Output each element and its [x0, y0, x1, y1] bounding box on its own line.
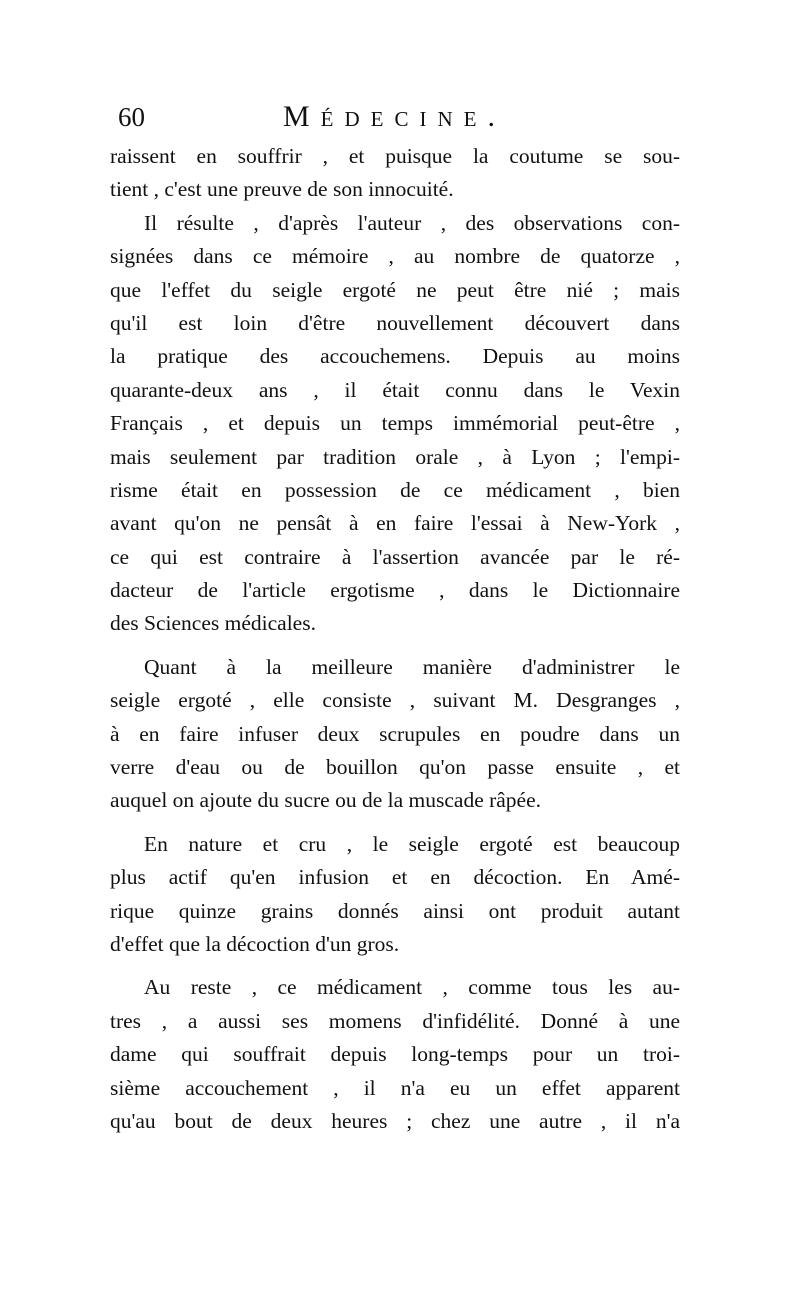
- text-line: Il résulte , d'après l'auteur , des observations con-: [144, 210, 680, 235]
- text-line: tient , c'est une preuve de son innocuité.: [110, 177, 454, 202]
- text-line: En nature et cru , le seigle ergoté est beaucoup: [144, 831, 680, 856]
- text-line: quarante-deux ans , il était connu dans le Vexin: [110, 377, 680, 402]
- text-line: à en faire infuser deux scrupules en poudre dans un: [110, 721, 680, 746]
- text-line: seigle ergoté , elle consiste , suivant M. Desgranges ,: [110, 688, 680, 713]
- paragraph-2: [110, 207, 680, 641]
- paragraph-gap: [110, 818, 680, 828]
- text-line: avant qu'on ne pensât à en faire l'essai à New-York ,: [110, 511, 680, 536]
- text-line: mais seulement par tradition orale , à Lyon ; l'empi-: [110, 444, 680, 469]
- text-line: ce qui est contraire à l'assertion avancée par le ré-: [110, 544, 680, 569]
- text-line: la pratique des accouchemens. Depuis au moins: [110, 344, 680, 369]
- text-line: plus actif qu'en infusion et en décoction. En Amé-: [110, 865, 680, 890]
- text-line: Quant à la meilleure manière d'administrer le: [144, 654, 680, 679]
- text-line: rique quinze grains donnés ainsi ont produit autant: [110, 898, 680, 923]
- text-line: signées dans ce mémoire , au nombre de quatorze ,: [110, 244, 680, 269]
- paragraph-4: [110, 828, 680, 962]
- text-line: qu'il est loin d'être nouvellement découvert dans: [110, 310, 680, 335]
- paragraph-3: [110, 651, 680, 818]
- text-line: raissent en souffrir , et puisque la coutume se sou-: [110, 144, 680, 168]
- text-line: risme était en possession de ce médicament , bien: [110, 477, 680, 502]
- text-line: dame qui souffrait depuis long-temps pour un troi-: [110, 1042, 680, 1067]
- paragraph-gap: [110, 641, 680, 651]
- page-number: 60: [118, 102, 145, 132]
- running-header: [118, 100, 678, 140]
- paragraph-1: [110, 140, 680, 207]
- text-line: que l'effet du seigle ergoté ne peut être nié ; mais: [110, 277, 680, 302]
- text-line: des Sciences médicales.: [110, 611, 316, 636]
- body-text: [110, 140, 680, 1138]
- paragraph-gap: [110, 961, 680, 971]
- text-line: verre d'eau ou de bouillon qu'on passe ensuite , et: [110, 755, 680, 780]
- text-line: qu'au bout de deux heures ; chez une autre , il n'a: [110, 1108, 680, 1133]
- paragraph-5: [110, 971, 680, 1138]
- text-line: d'effet que la décoction d'un gros.: [110, 931, 400, 956]
- text-line: tres , a aussi ses momens d'infidélité. Donné à une: [110, 1008, 680, 1033]
- text-line: Au reste , ce médicament , comme tous les au-: [144, 975, 680, 1000]
- text-line: dacteur de l'article ergotisme , dans le Dictionnaire: [110, 578, 680, 603]
- text-line: sième accouchement , il n'a eu un effet apparent: [110, 1075, 680, 1100]
- text-line: auquel on ajoute du sucre ou de la muscade râpée.: [110, 788, 542, 813]
- text-line: Français , et depuis un temps immémorial peut-être ,: [110, 411, 680, 436]
- running-title: Médecine.: [283, 100, 506, 133]
